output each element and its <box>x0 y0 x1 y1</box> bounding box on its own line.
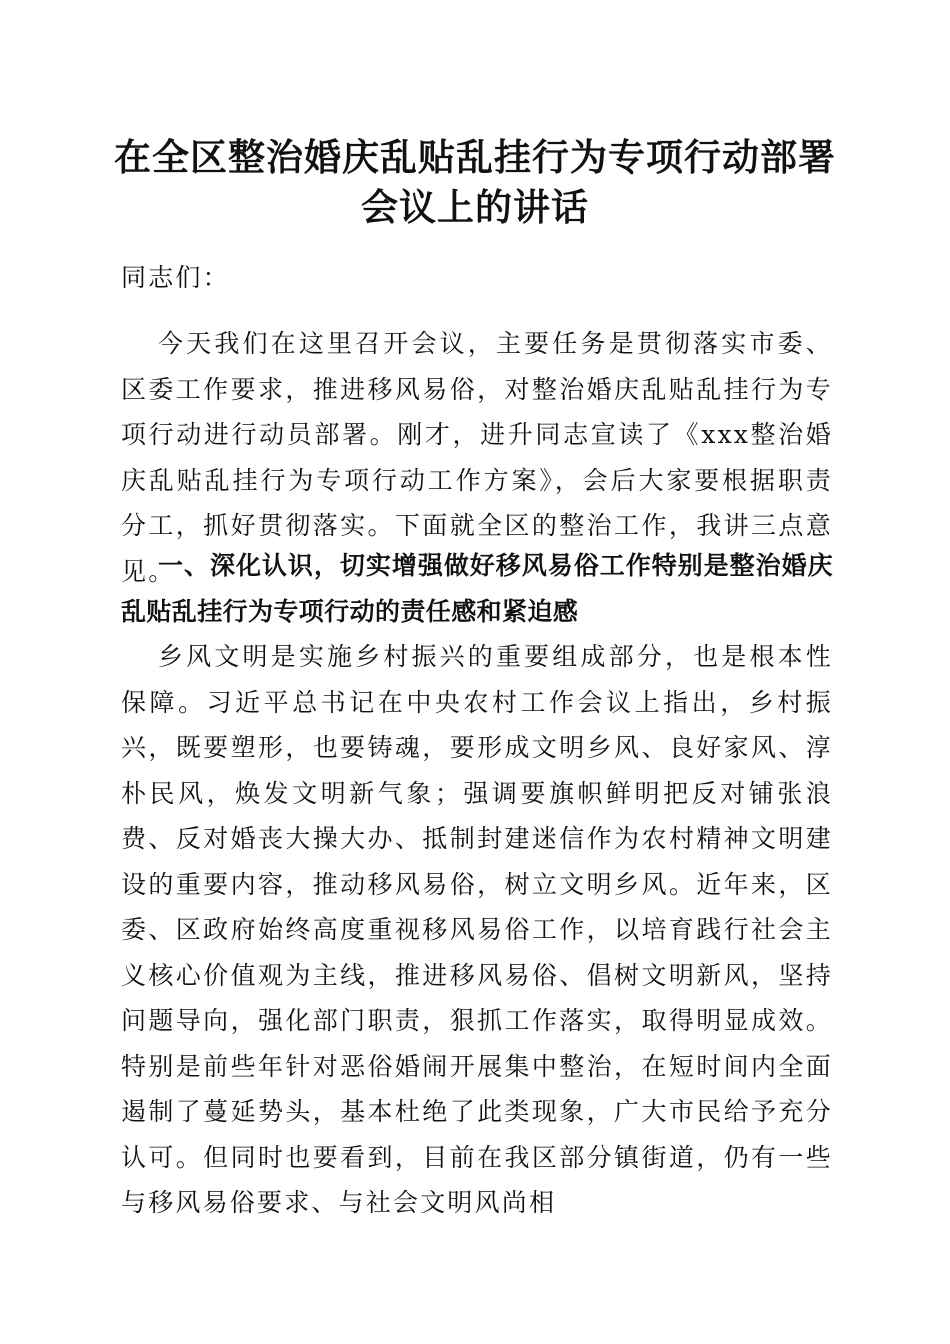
opening-paragraph: 今天我们在这里召开会议，主要任务是贯彻落实市委、区委工作要求，推进移风易俗，对整治婚庆乱贴乱挂行为专项行动进行动员部署。刚才，进升同志宣读了《xxx整治婚庆乱贴乱挂行为专项行动工作方案》，会后大家要根据职责分工，抓好贯彻落实。下面就全区的整治工作，我讲三点意见。 <box>121 329 833 586</box>
section-heading: 一、深化认识，切实增强做好移风易俗工作特别是整治婚庆乱贴乱挂行为专项行动的责任感和紧迫感 <box>121 551 833 626</box>
salutation: 同志们： <box>121 263 230 292</box>
section-paragraph: 乡风文明是实施乡村振兴的重要组成部分，也是根本性保障。习近平总书记在中央农村工作会议上指出，乡村振兴，既要塑形，也要铸魂，要形成文明乡风、良好家风、淳朴民风，焕发文明新气象；强调要旗帜鲜明把反对铺张浪费、反对婚丧大操大办、抵制封建迷信作为农村精神文明建设的重要内容，推动移风易俗，树立文明乡风。近年来，区委、区政府始终高度重视移风易俗工作，以培育践行社会主义核心价值观为主线，推进移风易俗、倡树文明新风，坚持问题导向，强化部门职责，狠抓工作落实，取得明显成效。特别是前些年针对恶俗婚闹开展集中整治，在短时间内全面遏制了蔓延势头，基本杜绝了此类现象，广大市民给予充分认可。但同时也要看到，目前在我区部分镇街道，仍有一些与移风易俗要求、与社会文明风尚相 <box>121 642 833 1217</box>
document-title: 在全区整治婚庆乱贴乱挂行为专项行动部署会议上的讲话 <box>114 135 836 229</box>
